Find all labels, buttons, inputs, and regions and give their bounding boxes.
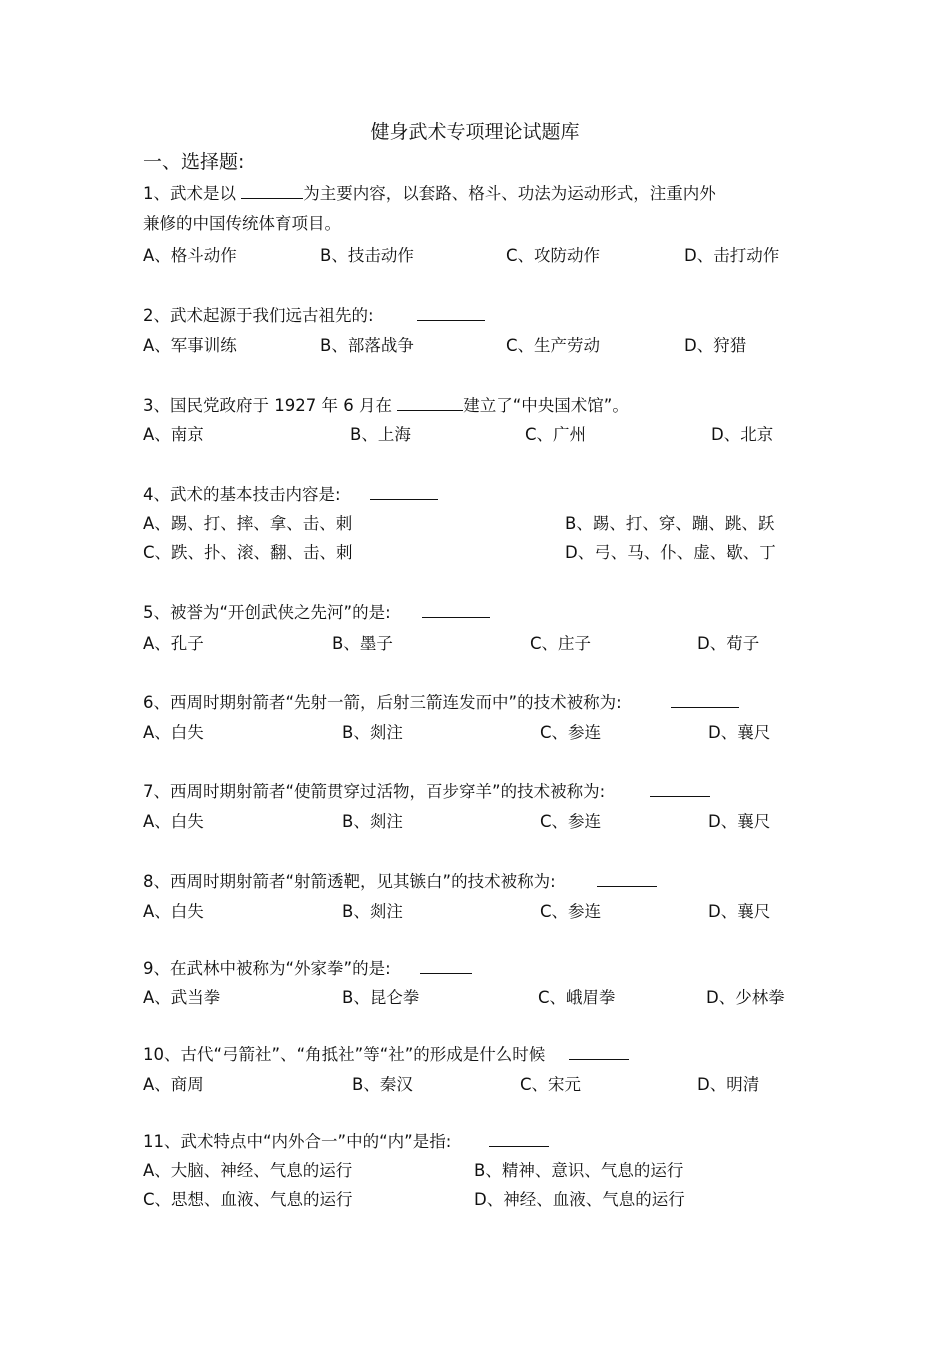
question-2-option-b: B、部落战争 <box>320 336 414 355</box>
question-9-option-b: B、昆仑拳 <box>342 988 420 1007</box>
question-6-option-c: C、参连 <box>540 723 602 742</box>
question-2-stem: 2、武术起源于我们远古祖先的: <box>143 306 485 326</box>
question-5-option-d: D、荀子 <box>697 634 760 653</box>
question-7-stem: 7、西周时期射箭者“使箭贯穿过活物，百步穿羊”的技术被称为: <box>143 782 710 802</box>
question-11-option-a: A、大脑、神经、气息的运行 <box>143 1161 353 1180</box>
question-9-option-d: D、少林拳 <box>706 988 785 1007</box>
answer-blank <box>241 186 303 199</box>
question-5-option-c: C、庄子 <box>530 634 592 653</box>
answer-blank <box>569 1047 629 1060</box>
question-10-option-b: B、秦汉 <box>352 1075 413 1094</box>
question-8-option-b: B、剡注 <box>342 902 403 921</box>
question-3-option-b: B、上海 <box>350 425 411 444</box>
question-1-option-b: B、技击动作 <box>320 246 414 265</box>
answer-blank <box>650 784 710 797</box>
question-2-option-c: C、生产劳动 <box>506 336 601 355</box>
question-6-stem: 6、西周时期射箭者“先射一箭，后射三箭连发而中”的技术被称为: <box>143 693 739 713</box>
question-7-option-d: D、襄尺 <box>708 812 771 831</box>
answer-blank <box>597 874 657 887</box>
question-11-option-c: C、思想、血液、气息的运行 <box>143 1190 353 1209</box>
question-11-stem: 11、武术特点中“内外合一”中的“内”是指: <box>143 1132 549 1152</box>
question-1-stem: 1、武术是以 为主要内容，以套路、格斗、功法为运动形式，注重内外 <box>143 184 716 203</box>
question-11-option-b: B、精神、意识、气息的运行 <box>474 1161 684 1180</box>
question-4-option-a: A、踢、打、摔、拿、击、刺 <box>143 514 353 533</box>
question-7-option-c: C、参连 <box>540 812 602 831</box>
answer-blank <box>489 1134 549 1147</box>
question-4-option-b: B、踢、打、穿、蹦、跳、跃 <box>565 514 775 533</box>
question-4-option-c: C、跌、扑、滚、翻、击、刺 <box>143 543 353 562</box>
question-10-option-d: D、明清 <box>697 1075 760 1094</box>
question-5-option-a: A、孔子 <box>143 634 204 653</box>
question-8-stem: 8、西周时期射箭者“射箭透靶，见其镞白”的技术被称为: <box>143 872 657 892</box>
question-3-option-d: D、北京 <box>711 425 774 444</box>
question-3-stem: 3、国民党政府于 1927 年 6 月在 建立了“中央国术馆”。 <box>143 396 629 415</box>
question-1-option-a: A、格斗动作 <box>143 246 237 265</box>
question-1-option-c: C、攻防动作 <box>506 246 601 265</box>
answer-blank <box>422 605 490 618</box>
section-heading: 一、选择题: <box>143 151 245 173</box>
question-8-option-a: A、白失 <box>143 902 204 921</box>
question-5-option-b: B、墨子 <box>332 634 393 653</box>
question-3-option-c: C、广州 <box>525 425 587 444</box>
answer-blank <box>397 398 463 411</box>
question-11-option-d: D、神经、血液、气息的运行 <box>474 1190 685 1209</box>
question-1-option-d: D、击打动作 <box>684 246 780 265</box>
question-7-option-a: A、白失 <box>143 812 204 831</box>
question-2-option-d: D、狩猎 <box>684 336 747 355</box>
question-1-stem-line2: 兼修的中国传统体育项目。 <box>143 214 341 233</box>
answer-blank <box>370 487 438 500</box>
question-2-option-a: A、军事训练 <box>143 336 237 355</box>
question-6-option-b: B、剡注 <box>342 723 403 742</box>
question-6-option-a: A、白失 <box>143 723 204 742</box>
answer-blank <box>671 695 739 708</box>
question-9-option-c: C、峨眉拳 <box>538 988 616 1007</box>
question-7-option-b: B、剡注 <box>342 812 403 831</box>
question-8-option-d: D、襄尺 <box>708 902 771 921</box>
question-4-stem: 4、武术的基本技击内容是: <box>143 485 438 505</box>
question-9-stem: 9、在武林中被称为“外家拳”的是: <box>143 959 472 979</box>
answer-blank <box>420 961 472 974</box>
question-9-option-a: A、武当拳 <box>143 988 221 1007</box>
question-10-option-c: C、宋元 <box>520 1075 582 1094</box>
answer-blank <box>417 308 485 321</box>
question-6-option-d: D、襄尺 <box>708 723 771 742</box>
question-10-option-a: A、商周 <box>143 1075 204 1094</box>
document-title: 健身武术专项理论试题库 <box>370 121 580 143</box>
question-4-option-d: D、弓、马、仆、虚、歇、丁 <box>565 543 776 562</box>
question-10-stem: 10、古代“弓箭社”、“角抵社”等“社”的形成是什么时候 <box>143 1045 629 1065</box>
question-8-option-c: C、参连 <box>540 902 602 921</box>
question-3-option-a: A、南京 <box>143 425 204 444</box>
question-5-stem: 5、被誉为“开创武侠之先河”的是: <box>143 603 490 623</box>
